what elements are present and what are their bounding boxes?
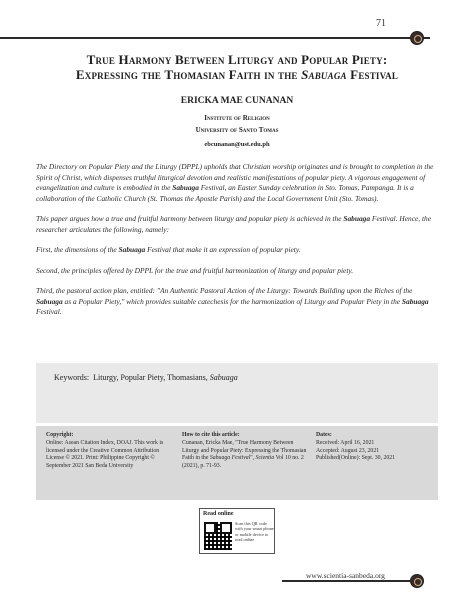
copyright-text: Online: Asean Citation Index, DOAJ. This work is licensed under the Creative Common Attribution License © 2021. Print: Philippine Copyright © September 2021 San Beda University (46, 439, 164, 470)
author-email[interactable]: ebcunanan@ust.edu.ph (204, 141, 270, 148)
abstract-paragraph: Third, the pastoral action plan, entitled: "An Authentic Pastoral Action of the Liturgy: Towards Building upon the Riches of the Sabuaga as a Popular Piety," which provides suitable catechesis for the harmonization of Liturgy and Popular Piety in the Sabuaga Festival. (36, 285, 429, 317)
keywords-box (36, 363, 438, 423)
header-rule (0, 37, 430, 39)
qr-code-icon[interactable] (204, 522, 232, 550)
dates-heading: Dates: (316, 432, 332, 438)
seal-icon (410, 574, 424, 588)
author-affiliation (36, 112, 438, 136)
date-received: Received: April 16, 2021 (316, 439, 375, 446)
copyright-column (46, 432, 168, 471)
institute: Institute of Religion (204, 114, 270, 122)
abstract-paragraph: The Directory on Popular Piety and the Liturgy (DPPL) upholds that Christian worship originates and is brought to completion in the Spirit of Christ, which dispenses truthful liturgical devotion and realistic manifestations of popular piety. A vigorous engagement of evangelization and culture is embodied in the Sabuaga Festival, an Easter Sunday celebration in Sto. Tomas, Pampanga. It is a collaboration of the Catholic Church (St. Thomas the Apostle Parish) and the Local Government Unit (Sto. Tomas). (36, 162, 434, 203)
citation-heading: How to cite this article: (182, 432, 240, 438)
title-italic: Sabuaga (301, 67, 347, 82)
abstract-paragraph: Second, the principles offered by DPPL for the true and fruitful harmonization of liturgy and popular piety. (36, 265, 354, 275)
citation-text: Cunanan, Ericka Mae, "True Harmony Between Liturgy and Popular Piety: Expressing the Thomasian Faith in the Sabuaga Festival", Scientia Vol 10 no. 2 (2021), p. 71-93. (182, 439, 307, 470)
abstract-paragraph: This paper argues how a true and fruitful harmony between liturgy and popular piety is achieved in the Sabuaga Festival. Hence, the researcher articulates the following, namely: (36, 214, 432, 234)
keywords-label: Keywords: (54, 373, 90, 382)
date-accepted: Accepted: August 23, 2021 (316, 447, 380, 454)
page-number: 71 (376, 18, 386, 29)
article-title (36, 52, 438, 82)
university: University of Santo Tomas (195, 126, 279, 134)
journal-website-link[interactable]: www.scientia-sanbeda.org (306, 571, 385, 580)
title-line-2: Expressing the Thomasian Faith in the Sabuaga Festival (75, 67, 399, 82)
read-online-box (199, 508, 275, 554)
keywords-italic-term: Sabuaga (209, 373, 238, 382)
keywords (54, 373, 238, 382)
read-online-title: Read online (203, 511, 234, 517)
date-published: Published(Online): Sept. 30, 2021 (316, 455, 396, 462)
read-online-note: Scan this QR code with your smart phone or mobile device to read online (235, 521, 274, 543)
title-line-1: True Harmony Between Liturgy and Popular Piety: (86, 52, 388, 67)
abstract (36, 162, 438, 328)
copyright-heading: Copyright: (46, 432, 74, 438)
keywords-terms: Liturgy, Popular Piety, Thomasians, (93, 373, 208, 382)
dates-column (316, 432, 434, 463)
citation-column (182, 432, 312, 471)
author-name: ERICKA MAE CUNANAN (180, 96, 294, 106)
footer-rule (282, 580, 412, 582)
seal-icon (410, 31, 424, 45)
abstract-paragraph: First, the dimensions of the Sabuaga Festival that make it an expression of popular piety. (36, 245, 301, 255)
article-info-panel (36, 426, 438, 500)
